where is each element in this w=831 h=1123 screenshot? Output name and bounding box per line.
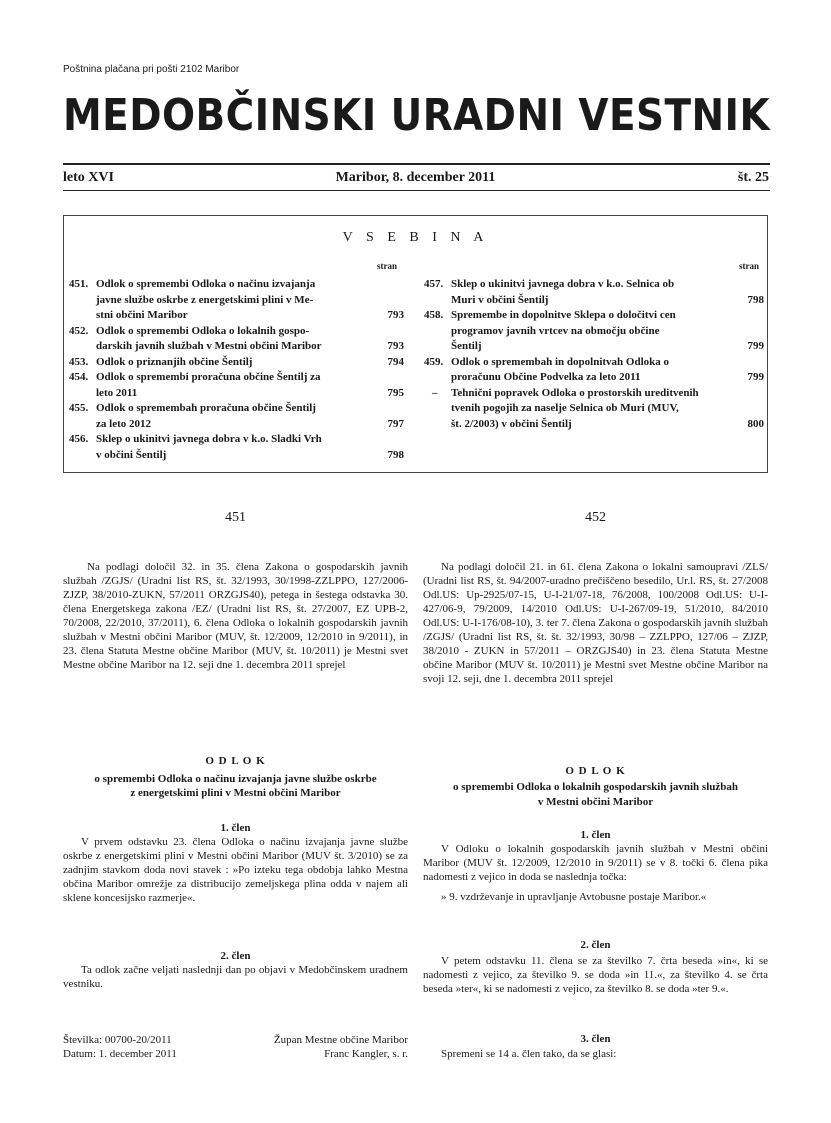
col2-clen2-heading: 2. člen: [580, 939, 611, 951]
col1-zupan: Župan Mestne občine Maribor: [273, 1034, 408, 1046]
article-number-451: 451: [225, 510, 246, 525]
col1-odlok-heading: O D L O K: [205, 755, 266, 767]
toc-entry-page: 793: [387, 340, 404, 352]
toc-entry-title-line: v občini Šentilj: [96, 448, 167, 461]
col2-clen3-text: Spremeni se 14 a. člen tako, da se glasi:: [441, 1048, 617, 1060]
toc-entry-title-line: Muri v občini Šentilj: [451, 293, 549, 306]
col1-clen1-text: V prvem odstavku 23. člena Odloka o načinu izvajanja javne službe oskrbe z energetskimi plini v Mestni občini Maribor (MUV št. 3/2010) se za zadnjim stavkom doda novi stavek : »Po izteku tega obdobja lahko Mestna občina Maribor omrežje za distribucijo zemeljskega plina odda v najem ali sklene koncesijsko razmerje«.: [63, 836, 408, 904]
toc-entry-title-line: darskih javnih službah v Mestni občini Maribor: [96, 340, 322, 352]
toc-entry-number: 455.: [69, 402, 89, 414]
col1-datum: Datum: 1. december 2011: [63, 1048, 177, 1060]
col1-preamble: Na podlagi določil 32. in 35. člena Zakona o gospodarskih javnih službah /ZGJS/ (Uradni list RS, št. 32/1993, 30/1998-ZZLPPO, 127/2006-ZJZP, 38/2010-ZUKN, 57/2011 ORZGJS40), petega in šestega odstavka 30. člena Energetskega zakona /EZ/ (Uradni list RS, št. 27/2007, EZ UPB-2, 70/2008, 22/2010, 37/2011), 6. člena Odloka o lokalnih gospodarskih javnih službah v Mestni občini Maribor (MUV, št. 12/2009, 12/2010 in 9/2011), in 23. člena Statuta Mestne občine Maribor (MUV, št. 10/2011) je Mestni svet Mestne občine Maribor na 12. seji dne 1. decembra 2011 sprejel: [63, 561, 408, 671]
toc-entry: [69, 277, 404, 324]
toc-entry-page: 793: [387, 309, 404, 321]
table-of-contents: [63, 215, 768, 473]
col2-clen1-item: » 9. vzdrževanje in upravljanje Avtobusne postaje Maribor.«: [441, 891, 707, 903]
year-label: leto XVI: [63, 170, 114, 185]
toc-entry: [69, 355, 404, 371]
toc-entry: [424, 386, 764, 433]
toc-entry-title-line: proračunu Občine Podvelka za leto 2011: [451, 371, 641, 383]
toc-entry-page: 798: [387, 448, 404, 461]
toc-entry: [424, 277, 764, 308]
toc-entry: [424, 308, 764, 355]
col2-clen1-heading: 1. člen: [580, 829, 611, 841]
toc-entry: [69, 324, 404, 355]
toc-entry-title-line: tvenih pogojih za naselje Selnica ob Muri (MUV,: [451, 402, 679, 414]
toc-entry-title-line: Odlok o spremembah proračuna občine Šentilj: [96, 402, 316, 414]
toc-entry-title-line: programov javnih vrtcev na območju občine: [451, 324, 660, 337]
toc-entry-page: 799: [747, 371, 764, 383]
col1-stevilka: Številka: 00700-20/2011: [63, 1034, 172, 1046]
toc-entry-number: 453.: [69, 355, 89, 368]
toc-entry-page: 797: [387, 417, 404, 430]
toc-entry-page: 798: [747, 293, 764, 306]
toc-entry-title-line: za leto 2012: [96, 417, 151, 430]
toc-entry-number: –: [432, 386, 438, 399]
toc-title: V S E B I N A: [342, 230, 489, 245]
toc-entry-title-line: Odlok o spremembi proračuna občine Šentilj za: [96, 371, 321, 383]
col2-clen3-heading: 3. člen: [580, 1033, 611, 1045]
issue-number: št. 25: [737, 170, 769, 185]
postage-note: Poštnina plačana pri pošti 2102 Maribor: [63, 64, 240, 75]
toc-entry-title-line: Spremembe in dopolnitve Sklepa o določitvi cen: [451, 309, 676, 321]
toc-entry-number: 451.: [69, 278, 89, 290]
col1-zupan-name: Franc Kangler, s. r.: [324, 1048, 408, 1060]
col1-odlok-title-2: z energetskimi plini v Mestni občini Maribor: [130, 787, 341, 799]
toc-strana-left: stran: [377, 261, 397, 271]
toc-entry-title-line: stni občini Maribor: [96, 309, 188, 321]
toc-entry-page: 800: [747, 417, 764, 430]
toc-entry-title-line: Sklep o ukinitvi javnega dobra v k.o. Sladki Vrh: [96, 433, 322, 445]
toc-entry-page: 795: [387, 386, 404, 399]
toc-entry-number: 454.: [69, 371, 89, 383]
toc-entry-number: 459.: [424, 355, 444, 368]
toc-entry: [69, 370, 404, 401]
toc-strana-right: stran: [739, 261, 759, 271]
toc-entry-title-line: Odlok o priznanjih občine Šentilj: [96, 355, 253, 368]
toc-entry-title-line: Šentilj: [451, 340, 482, 352]
col2-clen2-text: V petem odstavku 11. člena se za številko 7. črta beseda »in«, ki se nadomesti z vejico, za številko 9. se doda »in 11.«, za številko 4. se črta beseda »ter«, ki se nadomesti z vejico, za številko 8. se doda »ter 9.«.: [423, 955, 768, 995]
col1-odlok-title-1: o spremembi Odloka o načinu izvajanja javne službe oskrbe: [94, 773, 377, 785]
toc-entry-page: 794: [387, 355, 404, 368]
col2-odlok-heading: O D L O K: [565, 765, 626, 777]
toc-entry-title-line: javne službe oskrbe z energetskimi plini v Me-: [96, 293, 314, 306]
toc-entry: [69, 432, 404, 463]
toc-entry-number: 457.: [424, 278, 444, 290]
toc-entry-title-line: Odlok o spremembah in dopolnitvah Odloka o: [451, 355, 670, 368]
toc-entry-number: 458.: [424, 309, 444, 321]
toc-entry-title-line: leto 2011: [96, 386, 138, 399]
col2-odlok-title-2: v Mestni občini Maribor: [537, 796, 654, 808]
toc-entry-title-line: št. 2/2003) v občini Šentilj: [451, 417, 572, 430]
col1-clen2-heading: 2. člen: [220, 950, 251, 962]
col1-clen1-heading: 1. člen: [220, 822, 251, 834]
article-number-452: 452: [585, 510, 606, 525]
toc-entry: [424, 355, 764, 386]
toc-entry-title-line: Odlok o spremembi Odloka o lokalnih gospo-: [96, 324, 310, 337]
toc-entry-number: 456.: [69, 433, 89, 445]
toc-entry-title-line: Tehnični popravek Odloka o prostorskih ureditvenih: [451, 386, 699, 399]
toc-entry-page: 799: [747, 340, 764, 352]
header-rule-bottom: [63, 190, 770, 191]
masthead-title: MEDOBČINSKI URADNI VESTNIK: [63, 90, 771, 141]
toc-entry-title-line: Odlok o spremembi Odloka o načinu izvajanja: [96, 278, 316, 290]
col2-odlok-title-1: o spremembi Odloka o lokalnih gospodarskih javnih službah: [453, 781, 738, 793]
col1-clen2-text: Ta odlok začne veljati naslednji dan po objavi v Medobčinskem uradnem vestniku.: [63, 964, 408, 990]
toc-entry: [69, 401, 404, 432]
col2-clen1-text: V Odloku o lokalnih gospodarskih javnih službah v Mestni občini Maribor (MUV št. 12/2009, 12/2010 in 9/2011) se v 8. točki 6. člena pika nadomesti z vejico in doda se naslednja točka:: [423, 843, 768, 883]
place-date: Maribor, 8. december 2011: [335, 170, 496, 185]
col2-preamble: Na podlagi določil 21. in 61. člena Zakona o lokalni samoupravi /ZLS/ (Uradni list RS, št. 94/2007-uradno prečiščeno besedilo, Ur.l. RS, št. 27/2008 Odl.US: Up-2925/07-15, U-I-21/07-18, 76/2008, 100/2008 Odl.US: U-I-427/06-9, 79/2009, 14/2010 Odl.US: U-I-267/09-19, 51/2010, 84/2010 Odl.US: U-I-176/08-10), 3. ter 7. člena Zakona o gospodarskih javnih službah /ZGJS/ (Uradni list RS, št. št. 32/1993, 30/98 – ZZLPPO, 127/06 – ZJZP, 38/2010 - ZUKN in 57/2011 – ORZGJS40) in 23. člena Statuta Mestne občine Maribor (MUV št. 10/2011) je Mestni svet Mestne občine Maribor na svoji 12. seji, dne 1. decembra 2011 sprejel: [423, 561, 768, 685]
toc-entry-title-line: Sklep o ukinitvi javnega dobra v k.o. Selnica ob: [451, 278, 675, 290]
header-rule-top: [63, 163, 770, 165]
toc-entry-number: 452.: [69, 324, 89, 337]
